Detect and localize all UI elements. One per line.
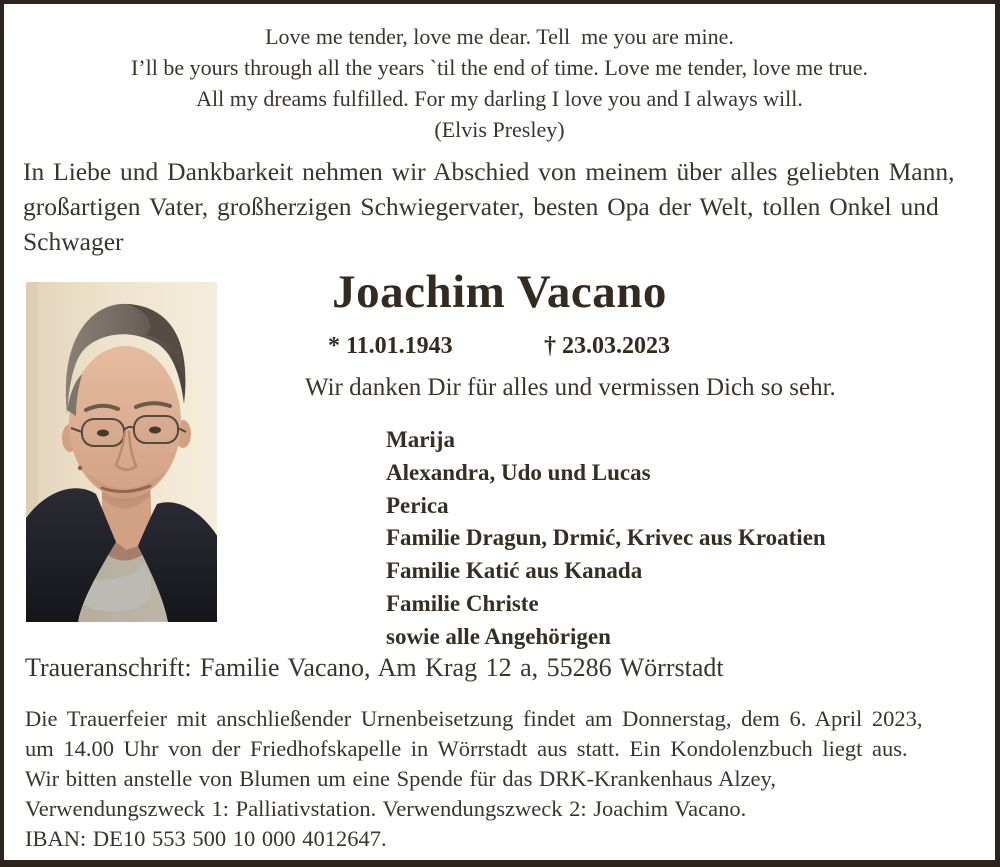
intro-line: In Liebe und Dankbarkeit nehmen wir Abschied von meinem über alles geliebten Mann, <box>23 157 955 186</box>
poem-line: All my dreams fulfilled. For my darling I love you and I always will. <box>196 86 803 111</box>
mourner-line: Perica <box>386 492 449 518</box>
intro-paragraph <box>23 154 977 259</box>
funeral-info <box>25 704 977 854</box>
funeral-info-line: um 14.00 Uhr von der Friedhofskapelle in Wörrstadt aus statt. Ein Kondolenzbuch liegt aus. <box>25 736 908 761</box>
mourning-address: Traueranschrift: Familie Vacano, Am Krag 12 a, 55286 Wörrstadt <box>25 653 724 682</box>
intro-line: Schwager <box>23 227 124 256</box>
funeral-info-line: Wir bitten anstelle von Blumen um eine Spende für das DRK-Krankenhaus Alzey, <box>25 766 776 791</box>
intro-line: großartigen Vater, großherzigen Schwiegervater, besten Opa der Welt, tollen Onkel und <box>23 192 939 221</box>
portrait-photo <box>26 282 217 622</box>
mourner-line: Familie Dragun, Drmić, Krivec aus Kroatien <box>386 525 826 551</box>
birth-date: * 11.01.1943 <box>328 333 453 359</box>
poem <box>4 21 995 145</box>
mourner-line: Familie Christe <box>386 590 539 616</box>
poem-attribution: (Elvis Presley) <box>434 117 565 142</box>
funeral-info-line: Die Trauerfeier mit anschließender Urnenbeisetzung findet am Donnerstag, dem 6. April 2023, <box>25 706 923 731</box>
funeral-info-line: Verwendungszweck 1: Palliativstation. Verwendungszweck 2: Joachim Vacano. <box>25 796 747 821</box>
deceased-name: Joachim Vacano <box>332 266 667 318</box>
mourner-line: Alexandra, Udo und Lucas <box>386 459 651 485</box>
poem-line: Love me tender, love me dear. Tell me you are mine. <box>265 24 734 49</box>
mourners-list <box>386 424 826 654</box>
iban-line: IBAN: DE10 553 500 10 000 4012647. <box>25 826 387 851</box>
mourner-line: sowie alle Angehörigen <box>386 623 611 649</box>
death-date: † 23.03.2023 <box>544 333 670 359</box>
mourner-line: Familie Katić aus Kanada <box>386 558 643 584</box>
thanks-line: Wir danken Dir für alles und vermissen Dich so sehr. <box>305 374 836 401</box>
mourner-line: Marija <box>386 427 455 452</box>
poem-line: I’ll be yours through all the years `til the end of time. Love me tender, love me true. <box>130 55 869 80</box>
